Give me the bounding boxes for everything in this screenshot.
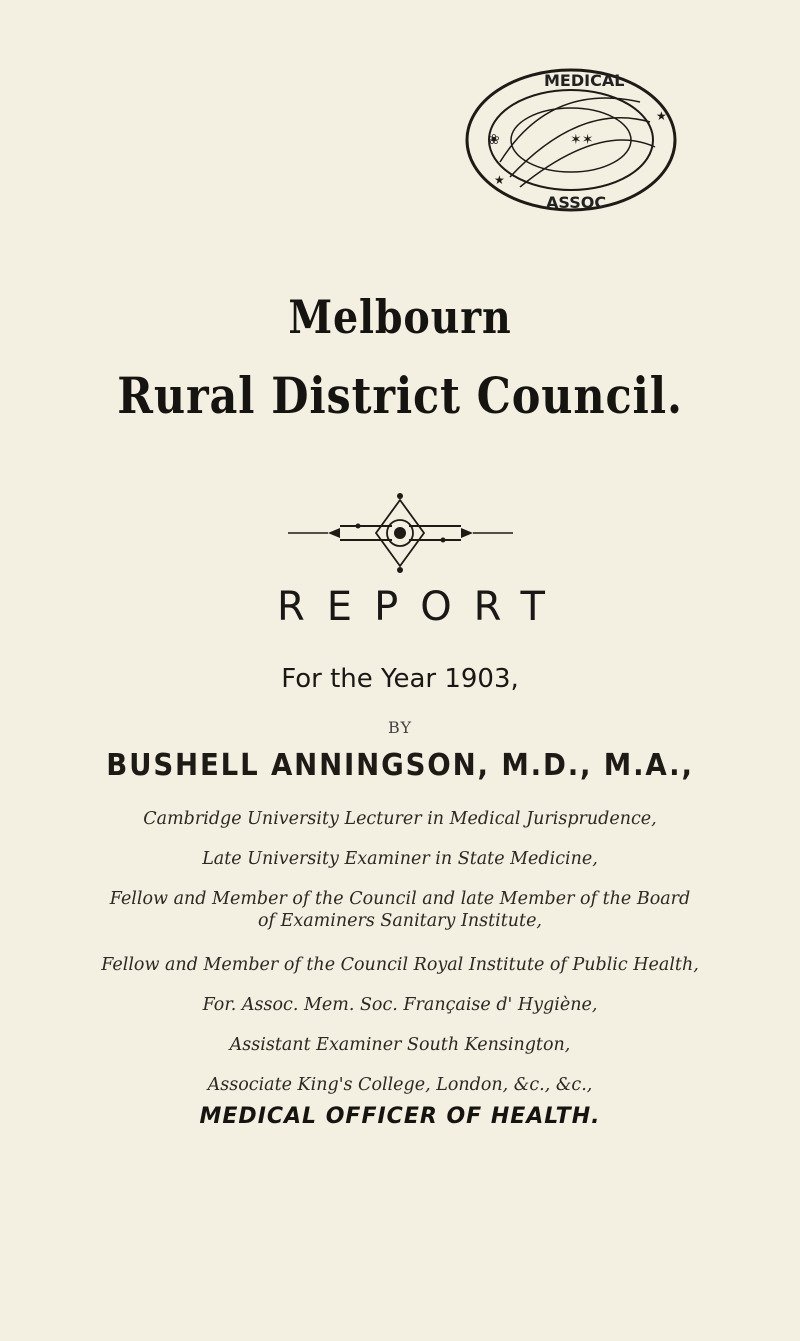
by-line: BY — [387, 718, 413, 737]
decorative-ornament-icon — [288, 488, 513, 578]
credential-line: For. Assoc. Mem. Soc. Française d' Hygiène, — [202, 995, 598, 1015]
report-heading: REPORT — [277, 584, 567, 630]
credential-line: Assistant Examiner South Kensington, — [229, 1035, 571, 1055]
svg-text:❀: ❀ — [488, 132, 500, 148]
title-line-1: Melbourn — [288, 290, 512, 344]
stamp-text-bottom: ASSOC — [546, 193, 607, 212]
svg-text:★: ★ — [494, 173, 505, 187]
stamp-text-top: MEDICAL — [544, 71, 625, 90]
role-line: MEDICAL OFFICER OF HEALTH. — [199, 1104, 601, 1129]
credential-line: Cambridge University Lecturer in Medical Jurisprudence, — [143, 809, 657, 829]
credential-line: Fellow and Member of the Council and late Member of the Board — [109, 889, 691, 909]
library-stamp-icon — [460, 62, 682, 218]
credential-line: Late University Examiner in State Medicine, — [202, 849, 598, 869]
year-line: For the Year 1903, — [281, 664, 519, 694]
credential-line: of Examiners Sanitary Institute, — [258, 911, 542, 931]
svg-text:✶✶: ✶✶ — [570, 132, 594, 148]
title-line-2: Rural District Council. — [117, 366, 683, 425]
credential-line: Fellow and Member of the Council Royal Institute of Public Health, — [101, 955, 699, 975]
author-name: BUSHELL ANNINGSON, M.D., M.A., — [106, 748, 694, 783]
svg-text:★: ★ — [656, 109, 667, 123]
credential-line: Associate King's College, London, &c., &c., — [207, 1075, 593, 1095]
